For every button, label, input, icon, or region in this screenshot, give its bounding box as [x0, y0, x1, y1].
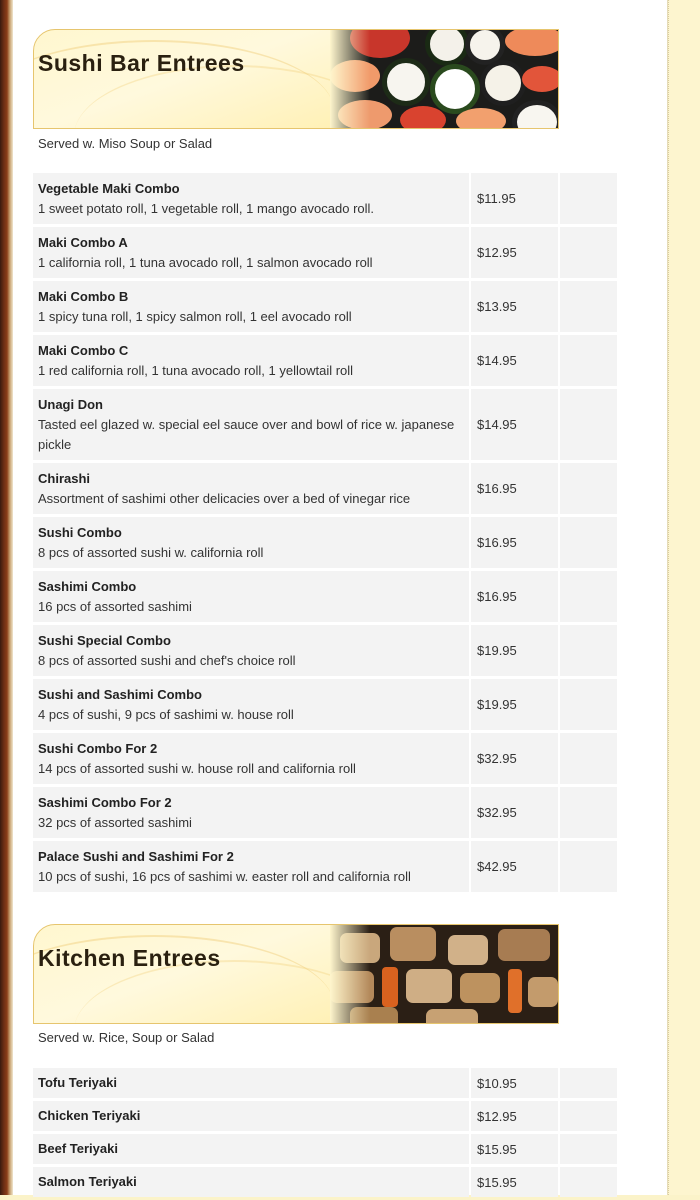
section-banner-sushi-bar: [33, 29, 559, 129]
item-description: 1 california roll, 1 tuna avocado roll, 1 salmon avocado roll: [38, 254, 373, 270]
item-name: Sushi Combo For 2: [38, 740, 158, 756]
empty-cell: [560, 571, 617, 622]
section-subtitle: Served w. Rice, Soup or Salad: [38, 1030, 215, 1045]
item-price: $12.95: [471, 1101, 558, 1131]
empty-cell: [560, 625, 617, 676]
menu-row: [33, 463, 617, 514]
menu-row: [33, 389, 617, 460]
item-price: $16.95: [471, 571, 558, 622]
empty-cell: [560, 1101, 617, 1131]
item-name: Unagi Don: [38, 396, 103, 412]
item-price: $12.95: [471, 227, 558, 278]
item-price: $16.95: [471, 517, 558, 568]
item-name: Maki Combo C: [38, 342, 129, 358]
item-name: Tofu Teriyaki: [38, 1075, 117, 1090]
item-description: 32 pcs of assorted sashimi: [38, 814, 192, 830]
menu-row: [33, 625, 617, 676]
item-name: Sashimi Combo For 2: [38, 794, 172, 810]
empty-cell: [560, 1134, 617, 1164]
item-price: $14.95: [471, 389, 558, 460]
teriyaki-chicken-photo: [330, 925, 558, 1023]
menu-row: [33, 1134, 617, 1164]
empty-cell: [560, 733, 617, 784]
menu-row: [33, 679, 617, 730]
section-banner-kitchen: [33, 924, 559, 1024]
menu-row: [33, 841, 617, 892]
empty-cell: [560, 227, 617, 278]
item-description: 1 sweet potato roll, 1 vegetable roll, 1 mango avocado roll.: [38, 200, 375, 216]
menu-row: [33, 1101, 617, 1131]
item-name: Maki Combo A: [38, 234, 128, 250]
menu-row: [33, 173, 617, 224]
item-name: Chicken Teriyaki: [38, 1108, 141, 1123]
item-description: Tasted eel glazed w. special eel sauce over and bowl of rice w. japanese pickle: [38, 416, 455, 452]
item-description: 4 pcs of sushi, 9 pcs of sashimi w. house roll: [38, 706, 294, 722]
item-name: Beef Teriyaki: [38, 1141, 118, 1156]
menu-row: [33, 1167, 617, 1197]
empty-cell: [560, 281, 617, 332]
menu-table-sushi-bar: [33, 173, 617, 895]
item-name: Maki Combo B: [38, 288, 129, 304]
item-description: 1 red california roll, 1 tuna avocado roll, 1 yellowtail roll: [38, 362, 354, 378]
item-price: $13.95: [471, 281, 558, 332]
item-name: Sushi Combo: [38, 524, 122, 540]
empty-cell: [560, 335, 617, 386]
menu-row: [33, 281, 617, 332]
item-price: $15.95: [471, 1167, 558, 1197]
sushi-platter-photo: [330, 30, 558, 128]
item-price: $42.95: [471, 841, 558, 892]
right-margin: [668, 0, 700, 1195]
menu-row: [33, 733, 617, 784]
menu-row: [33, 571, 617, 622]
item-price: $14.95: [471, 335, 558, 386]
empty-cell: [560, 389, 617, 460]
empty-cell: [560, 463, 617, 514]
menu-row: [33, 787, 617, 838]
item-description: 14 pcs of assorted sushi w. house roll and california roll: [38, 760, 356, 776]
section-subtitle: Served w. Miso Soup or Salad: [38, 136, 213, 151]
item-price: $11.95: [471, 173, 558, 224]
section-title: Sushi Bar Entrees: [38, 50, 245, 76]
menu-page: [13, 0, 668, 1195]
item-name: Sushi and Sashimi Combo: [38, 686, 202, 702]
item-description: 16 pcs of assorted sashimi: [38, 598, 192, 614]
item-description: 8 pcs of assorted sushi w. california roll: [38, 544, 264, 560]
empty-cell: [560, 841, 617, 892]
menu-row: [33, 517, 617, 568]
empty-cell: [560, 787, 617, 838]
item-description: 1 spicy tuna roll, 1 spicy salmon roll, 1 eel avocado roll: [38, 308, 352, 324]
item-price: $32.95: [471, 733, 558, 784]
empty-cell: [560, 517, 617, 568]
item-price: $19.95: [471, 679, 558, 730]
item-price: $10.95: [471, 1068, 558, 1098]
empty-cell: [560, 679, 617, 730]
menu-row: [33, 227, 617, 278]
item-name: Chirashi: [38, 470, 91, 486]
item-description: Assortment of sashimi other delicacies over a bed of vinegar rice: [38, 490, 411, 506]
item-price: $32.95: [471, 787, 558, 838]
item-name: Palace Sushi and Sashimi For 2: [38, 848, 234, 864]
item-name: Vegetable Maki Combo: [38, 180, 180, 196]
item-description: 10 pcs of sushi, 16 pcs of sashimi w. easter roll and california roll: [38, 868, 411, 884]
menu-table-kitchen: [33, 1068, 617, 1200]
section-title: Kitchen Entrees: [38, 945, 221, 971]
item-name: Sashimi Combo: [38, 578, 137, 594]
menu-row: [33, 1068, 617, 1098]
item-name: Sushi Special Combo: [38, 632, 171, 648]
menu-row: [33, 335, 617, 386]
item-description: 8 pcs of assorted sushi and chef's choice roll: [38, 652, 296, 668]
empty-cell: [560, 173, 617, 224]
empty-cell: [560, 1068, 617, 1098]
item-price: $19.95: [471, 625, 558, 676]
empty-cell: [560, 1167, 617, 1197]
item-price: $16.95: [471, 463, 558, 514]
left-decorative-strip: [0, 0, 13, 1195]
item-name: Salmon Teriyaki: [38, 1174, 137, 1189]
item-price: $15.95: [471, 1134, 558, 1164]
